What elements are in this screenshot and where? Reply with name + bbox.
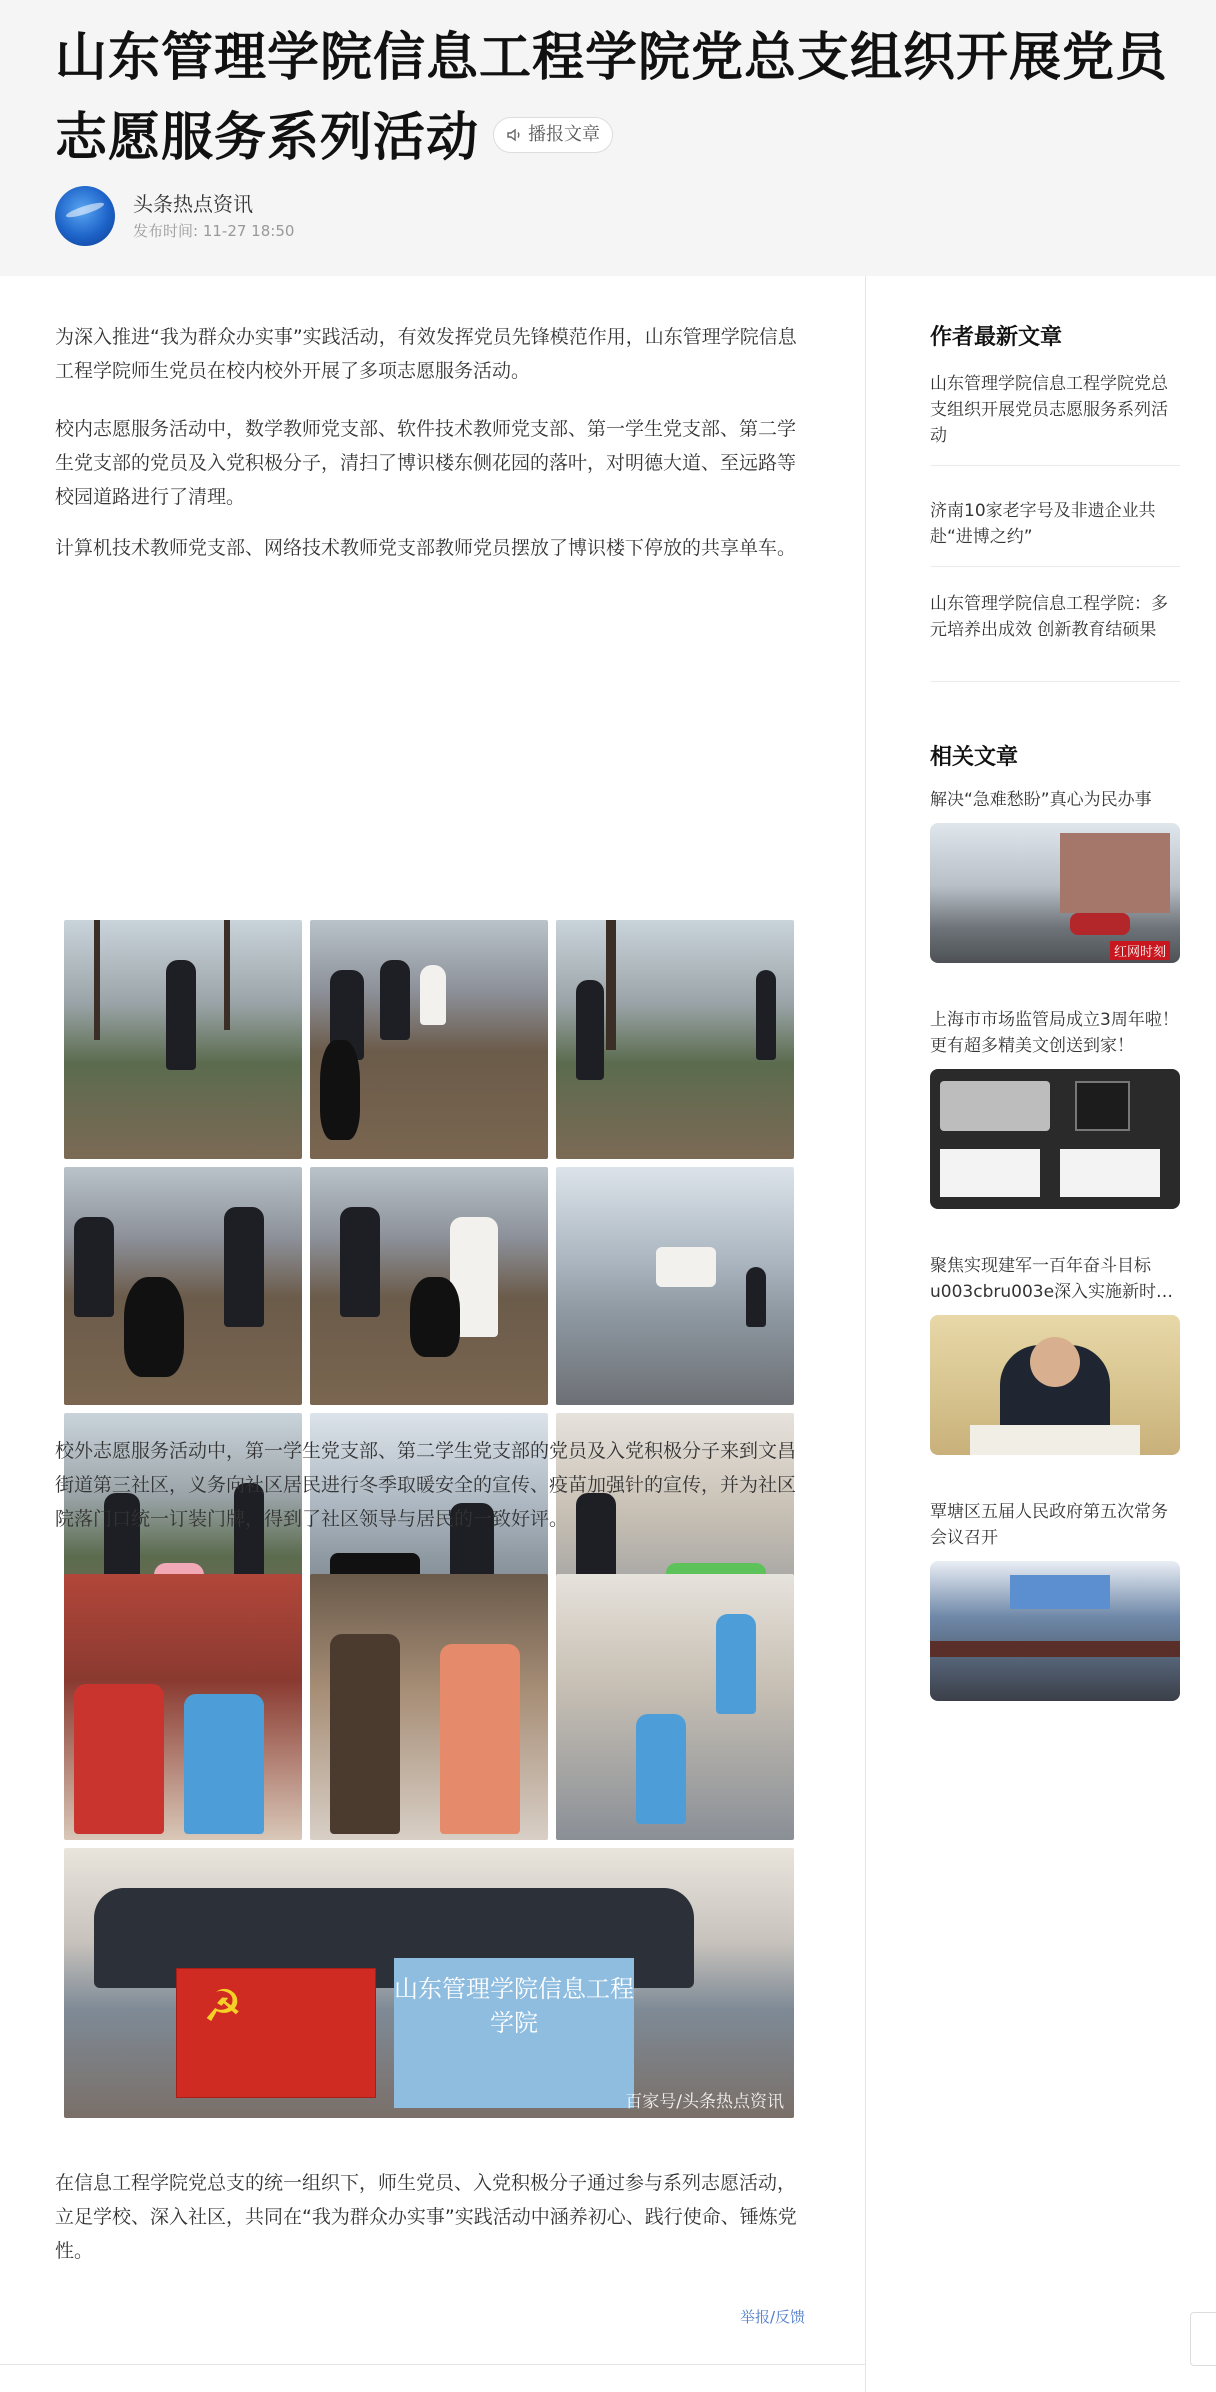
paragraph-3: 计算机技术教师党支部、网络技术教师党支部教师党员摆放了博识楼下停放的共享单车。: [55, 537, 797, 559]
paragraph-5: 在信息工程学院党总支的统一组织下，师生党员、入党积极分子通过参与系列志愿活动，立足学校、深入社区，共同在“我为群众办实事”实践活动中涵养初心、践行使命、锤炼党性。: [55, 2172, 797, 2262]
college-banner: [394, 1958, 634, 2108]
latest-item[interactable]: 山东管理学院信息工程学院党总支组织开展党员志愿服务系列活动: [930, 357, 1180, 466]
paragraph-2: 校内志愿服务活动中，数学教师党支部、软件技术教师党支部、第一学生党支部、第二学生党支部的党员及入党积极分子，清扫了博识楼东侧花园的落叶，对明德大道、至远路等校园道路进行了清理。: [55, 418, 797, 508]
related-thumbnail[interactable]: [930, 1561, 1180, 1701]
latest-item[interactable]: 济南10家老字号及非遗企业共赴“进博之约”: [930, 466, 1180, 567]
photo-sweeping-leaves[interactable]: [64, 920, 302, 1159]
college-banner-text: 山东管理学院信息工程学院: [394, 1975, 634, 2037]
paragraph-1: 为深入推进“我为群众办实事”实践活动，有效发挥党员先锋模范作用，山东管理学院信息工程学院师生党员在校内校外开展了多项志愿服务活动。: [55, 326, 797, 382]
photo-raking-leaves[interactable]: [556, 920, 794, 1159]
related-articles: [930, 740, 1180, 1701]
related-item[interactable]: [930, 1253, 1180, 1455]
paragraph-4: 校外志愿服务活动中，第一学生党支部、第二学生党支部的党员及入党积极分子来到文昌街道第三社区，义务向社区居民进行冬季取暖安全的宣传、疫苗加强针的宣传，并为社区院落门口统一订装门牌，得到了社区领导与居民的一致好评。: [55, 1440, 797, 1530]
latest-articles: [930, 320, 1180, 682]
photo-resident-talk[interactable]: [310, 1574, 548, 1840]
listen-button[interactable]: [493, 117, 613, 153]
related-thumbnail[interactable]: [930, 823, 1180, 963]
listen-label: 播报文章: [528, 124, 601, 145]
footer-divider: [0, 2364, 866, 2365]
photo-bagging-leaves[interactable]: [310, 920, 548, 1159]
photo-watermark-2: 百家号/头条热点资讯: [625, 2092, 784, 2112]
photo-street-sweeping[interactable]: [556, 1167, 794, 1406]
speaker-icon: [506, 126, 524, 144]
related-title: 相关文章: [930, 745, 1019, 770]
party-flag: [176, 1968, 376, 2098]
related-item[interactable]: [930, 1499, 1180, 1701]
photo-group-with-banners[interactable]: [64, 1848, 794, 2118]
related-item-title[interactable]: 解决“急难愁盼”真心为民办事: [930, 790, 1152, 810]
related-item[interactable]: [930, 787, 1180, 963]
related-thumbnail[interactable]: [930, 1315, 1180, 1455]
related-thumbnail[interactable]: [930, 1069, 1180, 1209]
article-title: [55, 18, 1185, 178]
photo-door-plate-installing[interactable]: [556, 1574, 794, 1840]
campus-photo-grid: [64, 920, 794, 1652]
author-name[interactable]: 头条热点资讯: [133, 192, 253, 216]
related-item-title[interactable]: 上海市市场监管局成立3周年啦！更有超多精美文创送到家！: [930, 1010, 1179, 1056]
article-header: [0, 0, 1216, 276]
related-item-title[interactable]: 聚焦实现建军一百年奋斗目标u003cbru003e深入实施新时…: [930, 1256, 1174, 1302]
feedback-icon[interactable]: [1190, 2312, 1216, 2366]
latest-item[interactable]: 山东管理学院信息工程学院：多元培养出成效 创新教育结硕果: [930, 567, 1180, 682]
publish-time: 发布时间: 11-27 18:50: [133, 222, 295, 240]
community-photo-grid: [64, 1574, 794, 2118]
related-item-title[interactable]: 覃塘区五届人民政府第五次常务会议召开: [930, 1502, 1168, 1548]
latest-title: 作者最新文章: [930, 325, 1063, 350]
article-body: [0, 276, 866, 2392]
report-feedback-link[interactable]: 举报/反馈: [740, 2308, 806, 2326]
thumbnail-badge: 红网时刻: [1110, 941, 1170, 960]
article-title-text: 山东管理学院信息工程学院党总支组织开展党员志愿服务系列活动: [55, 28, 1169, 168]
photo-community-flyers[interactable]: [64, 1574, 302, 1840]
photo-team-collecting[interactable]: [64, 1167, 302, 1406]
related-item[interactable]: [930, 1007, 1180, 1209]
photo-bag-holding[interactable]: [310, 1167, 548, 1406]
avatar-globe-icon[interactable]: [55, 186, 115, 246]
author-info: [55, 186, 655, 246]
